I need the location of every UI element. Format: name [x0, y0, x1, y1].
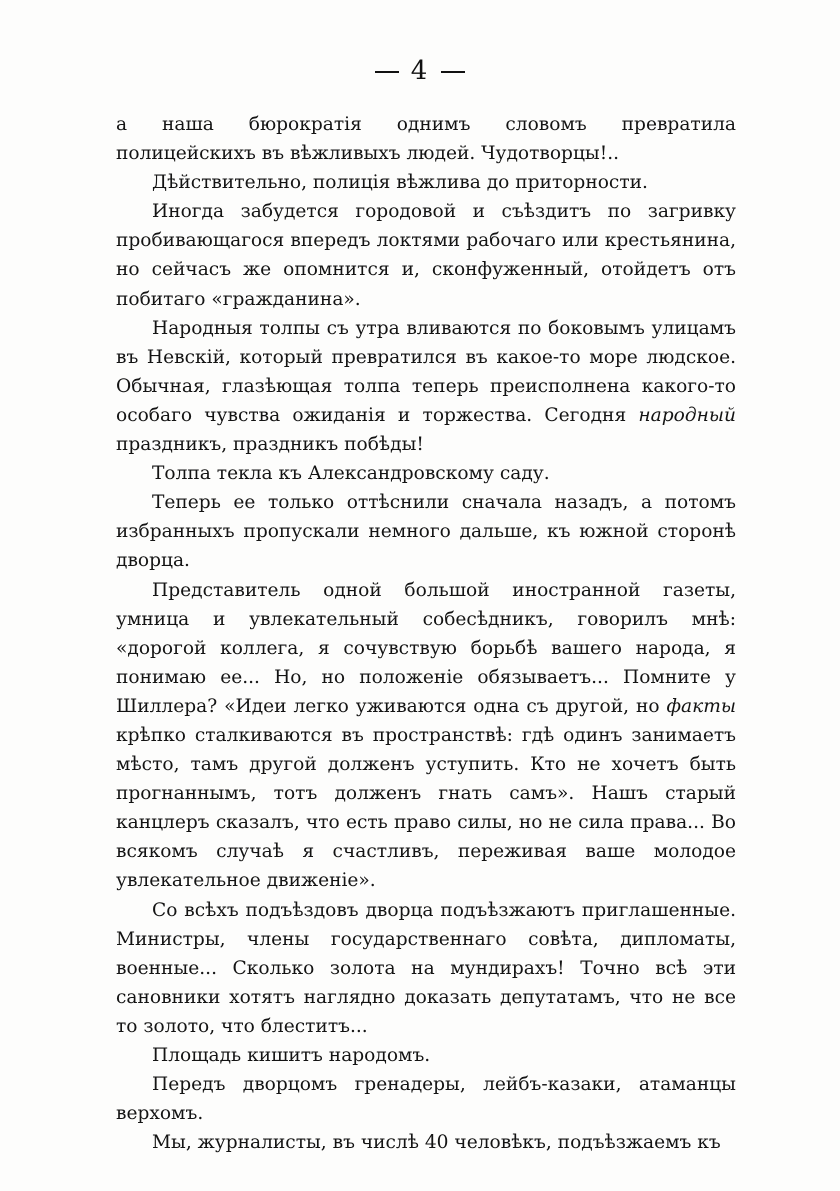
- header-left-dash: [375, 71, 399, 73]
- header-right-dash: [441, 71, 465, 73]
- italic-text: факты: [666, 695, 736, 717]
- italic-text: народный: [638, 404, 736, 426]
- paragraph: [116, 314, 736, 459]
- paragraph: [116, 576, 736, 896]
- text-run: крѣпко сталкиваются въ пространствѣ: гдѣ одинъ занимаетъ мѣсто, тамъ другой долженъ уступить. Кто не хочетъ быть прогнаннымъ, тотъ долженъ гнать самъ». Нашъ старый канцлеръ сказалъ, что есть право силы, но не сила права... Во всякомъ случаѣ я счастливъ, переживая ваше молодое увлекательное движеніе».: [116, 724, 736, 892]
- page-header: [0, 56, 840, 86]
- text-run: праздникъ, праздникъ побѣды!: [116, 434, 424, 456]
- text-run: Площадь кишитъ народомъ.: [152, 1045, 431, 1066]
- text-run: Со всѣхъ подъѣздовъ дворца подъѣзжаютъ приглашенные. Министры, члены государственнаго совѣта, дипломаты, военные... Сколько золота на мундирахъ! Точно всѣ эти сановники хотятъ наглядно доказать депутатамъ, что не все то золото, что блеститъ...: [116, 899, 736, 1037]
- paragraph: [116, 896, 736, 1041]
- text-run: Теперь ее только оттѣснили сначала назадъ, а потомъ избранныхъ пропускали немного дальше, къ южной сторонѣ дворца.: [116, 492, 736, 572]
- paragraph: [116, 488, 736, 575]
- paragraph: [116, 110, 736, 168]
- paragraph: [116, 1128, 736, 1157]
- text-run: Толпа текла къ Александровскому саду.: [152, 463, 550, 485]
- page-number: 4: [410, 56, 430, 86]
- text-run: Дѣйствительно, полиція вѣжлива до приторности.: [152, 172, 648, 194]
- text-run: а наша бюрократія однимъ словомъ превратила полицейскихъ въ вѣжливыхъ людей. Чудотворцы!..: [116, 114, 736, 165]
- paragraph: [116, 1041, 736, 1070]
- text-run: Мы, журналисты, въ числѣ 40 человѣкъ, подъѣзжаемъ къ: [152, 1132, 721, 1154]
- paragraph: [116, 1070, 736, 1128]
- text-run: Передъ дворцомъ гренадеры, лейбъ-казаки, атаманцы верхомъ.: [116, 1074, 736, 1125]
- text-run: Представитель одной большой иностранной газеты, умница и увлекательный собесѣдникъ, говорилъ мнѣ: «дорогой коллега, я сочувствую борьбѣ вашего народа, я понимаю ее... Но, но положеніе обязываетъ... Помните у Шиллера? «Идеи легко уживаются одна съ другой, но: [116, 579, 736, 717]
- paragraph: [116, 197, 736, 313]
- text-run: Народныя толпы съ утра вливаются по боковымъ улицамъ въ Невскій, который превратился въ какое-то море людское. Обычная, глазѣющая толпа теперь преисполнена какого-то особаго чувства ожиданія и торжества. Сегодня: [116, 317, 736, 426]
- paragraph: [116, 459, 736, 488]
- text-run: Иногда забудется городовой и съѣздитъ по загривку пробивающагося впередъ локтями рабочаго или крестьянина, но сейчасъ же опомнится и, сконфуженный, отойдетъ отъ побитаго «гражданина».: [116, 201, 736, 310]
- body-text: [116, 110, 736, 1157]
- paragraph: [116, 168, 736, 197]
